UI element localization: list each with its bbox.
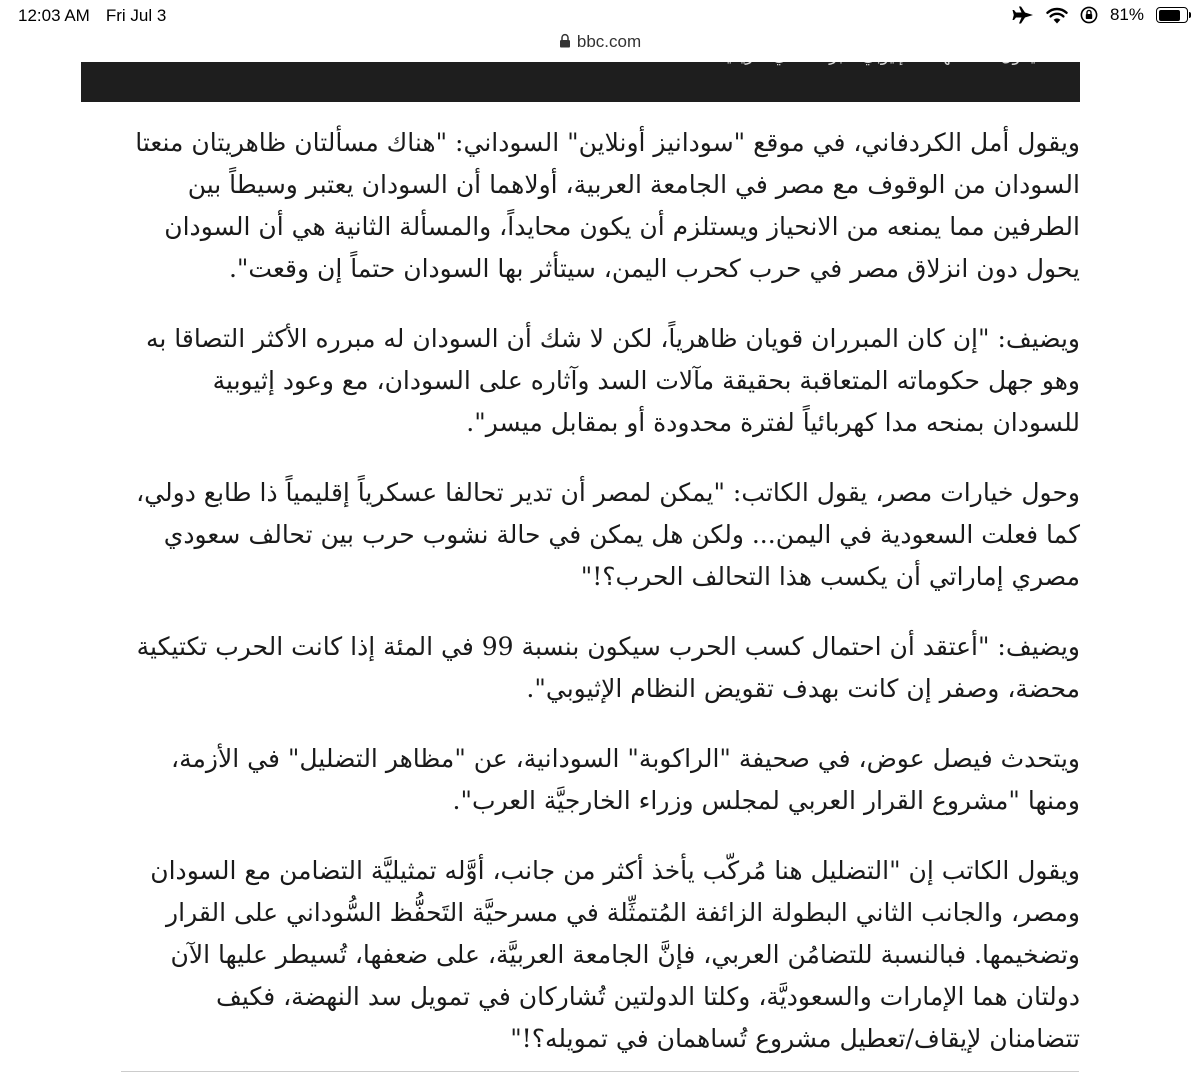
article-paragraph: ويتحدث فيصل عوض، في صحيفة "الراكوبة" السودانية، عن "مظاهر التضليل" في الأزمة، ومنها "مشروع القرار العربي لمجلس وزراء الخارجيَّة العرب". bbox=[171, 744, 1080, 815]
status-date: Fri Jul 3 bbox=[105, 6, 167, 25]
url-text[interactable]: bbc.com bbox=[576, 32, 642, 51]
battery-fill bbox=[1159, 10, 1181, 21]
article-paragraph: وحول خيارات مصر، يقول الكاتب: "يمكن لمصر أن تدير تحالفا عسكرياً إقليمياً ذا طابع دولي، كما فعلت السعودية في اليمن... ولكن هل يمكن في حالة نشوب حرب بين تحالف سعودي مصري إماراتي أن يكسب هذا التحالف الحرب؟!" bbox=[136, 478, 1080, 591]
battery-percent: 81% bbox=[1109, 5, 1144, 24]
article-body bbox=[120, 122, 1080, 1088]
status-left bbox=[18, 6, 166, 26]
lock-icon bbox=[559, 33, 571, 53]
article-paragraph: ويضيف: "أعتقد أن احتمال كسب الحرب سيكون بنسبة 99 في المئة إذا كانت الحرب تكتيكية محضة، وصفر إن كانت بهدف تقويض النظام الإثيوبي". bbox=[136, 632, 1080, 703]
divider bbox=[121, 1071, 1079, 1072]
airplane-icon bbox=[1012, 6, 1034, 24]
article-paragraph: ويضيف: "إن كان المبرران قويان ظاهرياً، لكن لا شك أن السودان له مبرره الأكثر التصاقا به وهو جهل حكوماته المتعاقبة بحقيقة مآلات السد وآثاره على السودان، مع وعود إثيوبية للسودان بمنحه مدا كهربائياً لفترة محدودة أو بمقابل ميسر". bbox=[145, 324, 1080, 437]
status-bar bbox=[0, 0, 1200, 62]
address-bar[interactable] bbox=[0, 32, 1200, 53]
article-paragraph: ويقول أمل الكردفاني، في موقع "سودانيز أونلاين" السوداني: "هناك مسألتان ظاهريتان منعتا السودان من الوقوف مع مصر في الجامعة العربية، أولاهما أن السودان يعتبر وسيطاً بين الطرفين مما يمنعه من الانحياز ويستلزم أن يكون محايداً، والمسألة الثانية هي أن السودان يحول دون انزلاق مصر في حرب كحرب اليمن، سيتأثر بها السودان حتماً إن وقعت". bbox=[135, 128, 1080, 283]
status-right bbox=[1012, 5, 1188, 25]
article-paragraph: ويقول الكاتب إن "التضليل هنا مُركّب يأخذ أكثر من جانب، أوَّله تمثيليَّة التضامن مع السودان ومصر، والجانب الثاني البطولة الزائفة المُتمثِّلة في مسرحيَّة التَحفُّظ السُّوداني على القرار وتضخيمها. فبالنسبة للتضامُن العربي، فإنَّ الجامعة العربيَّة، على ضعفها، تُسيطر عليها الآن دولتان هما الإمارات والسعوديَّة، وكلتا الدولتين تُشاركان في تمويل سد النهضة، فكيف تتضامنان لإيقاف/تعطيل مشروع تُساهمان في تمويله؟!" bbox=[150, 856, 1080, 1053]
rotation-lock-icon bbox=[1080, 6, 1098, 24]
status-time: 12:03 AM bbox=[18, 6, 90, 25]
wifi-icon bbox=[1046, 7, 1068, 24]
battery-icon bbox=[1156, 7, 1188, 23]
